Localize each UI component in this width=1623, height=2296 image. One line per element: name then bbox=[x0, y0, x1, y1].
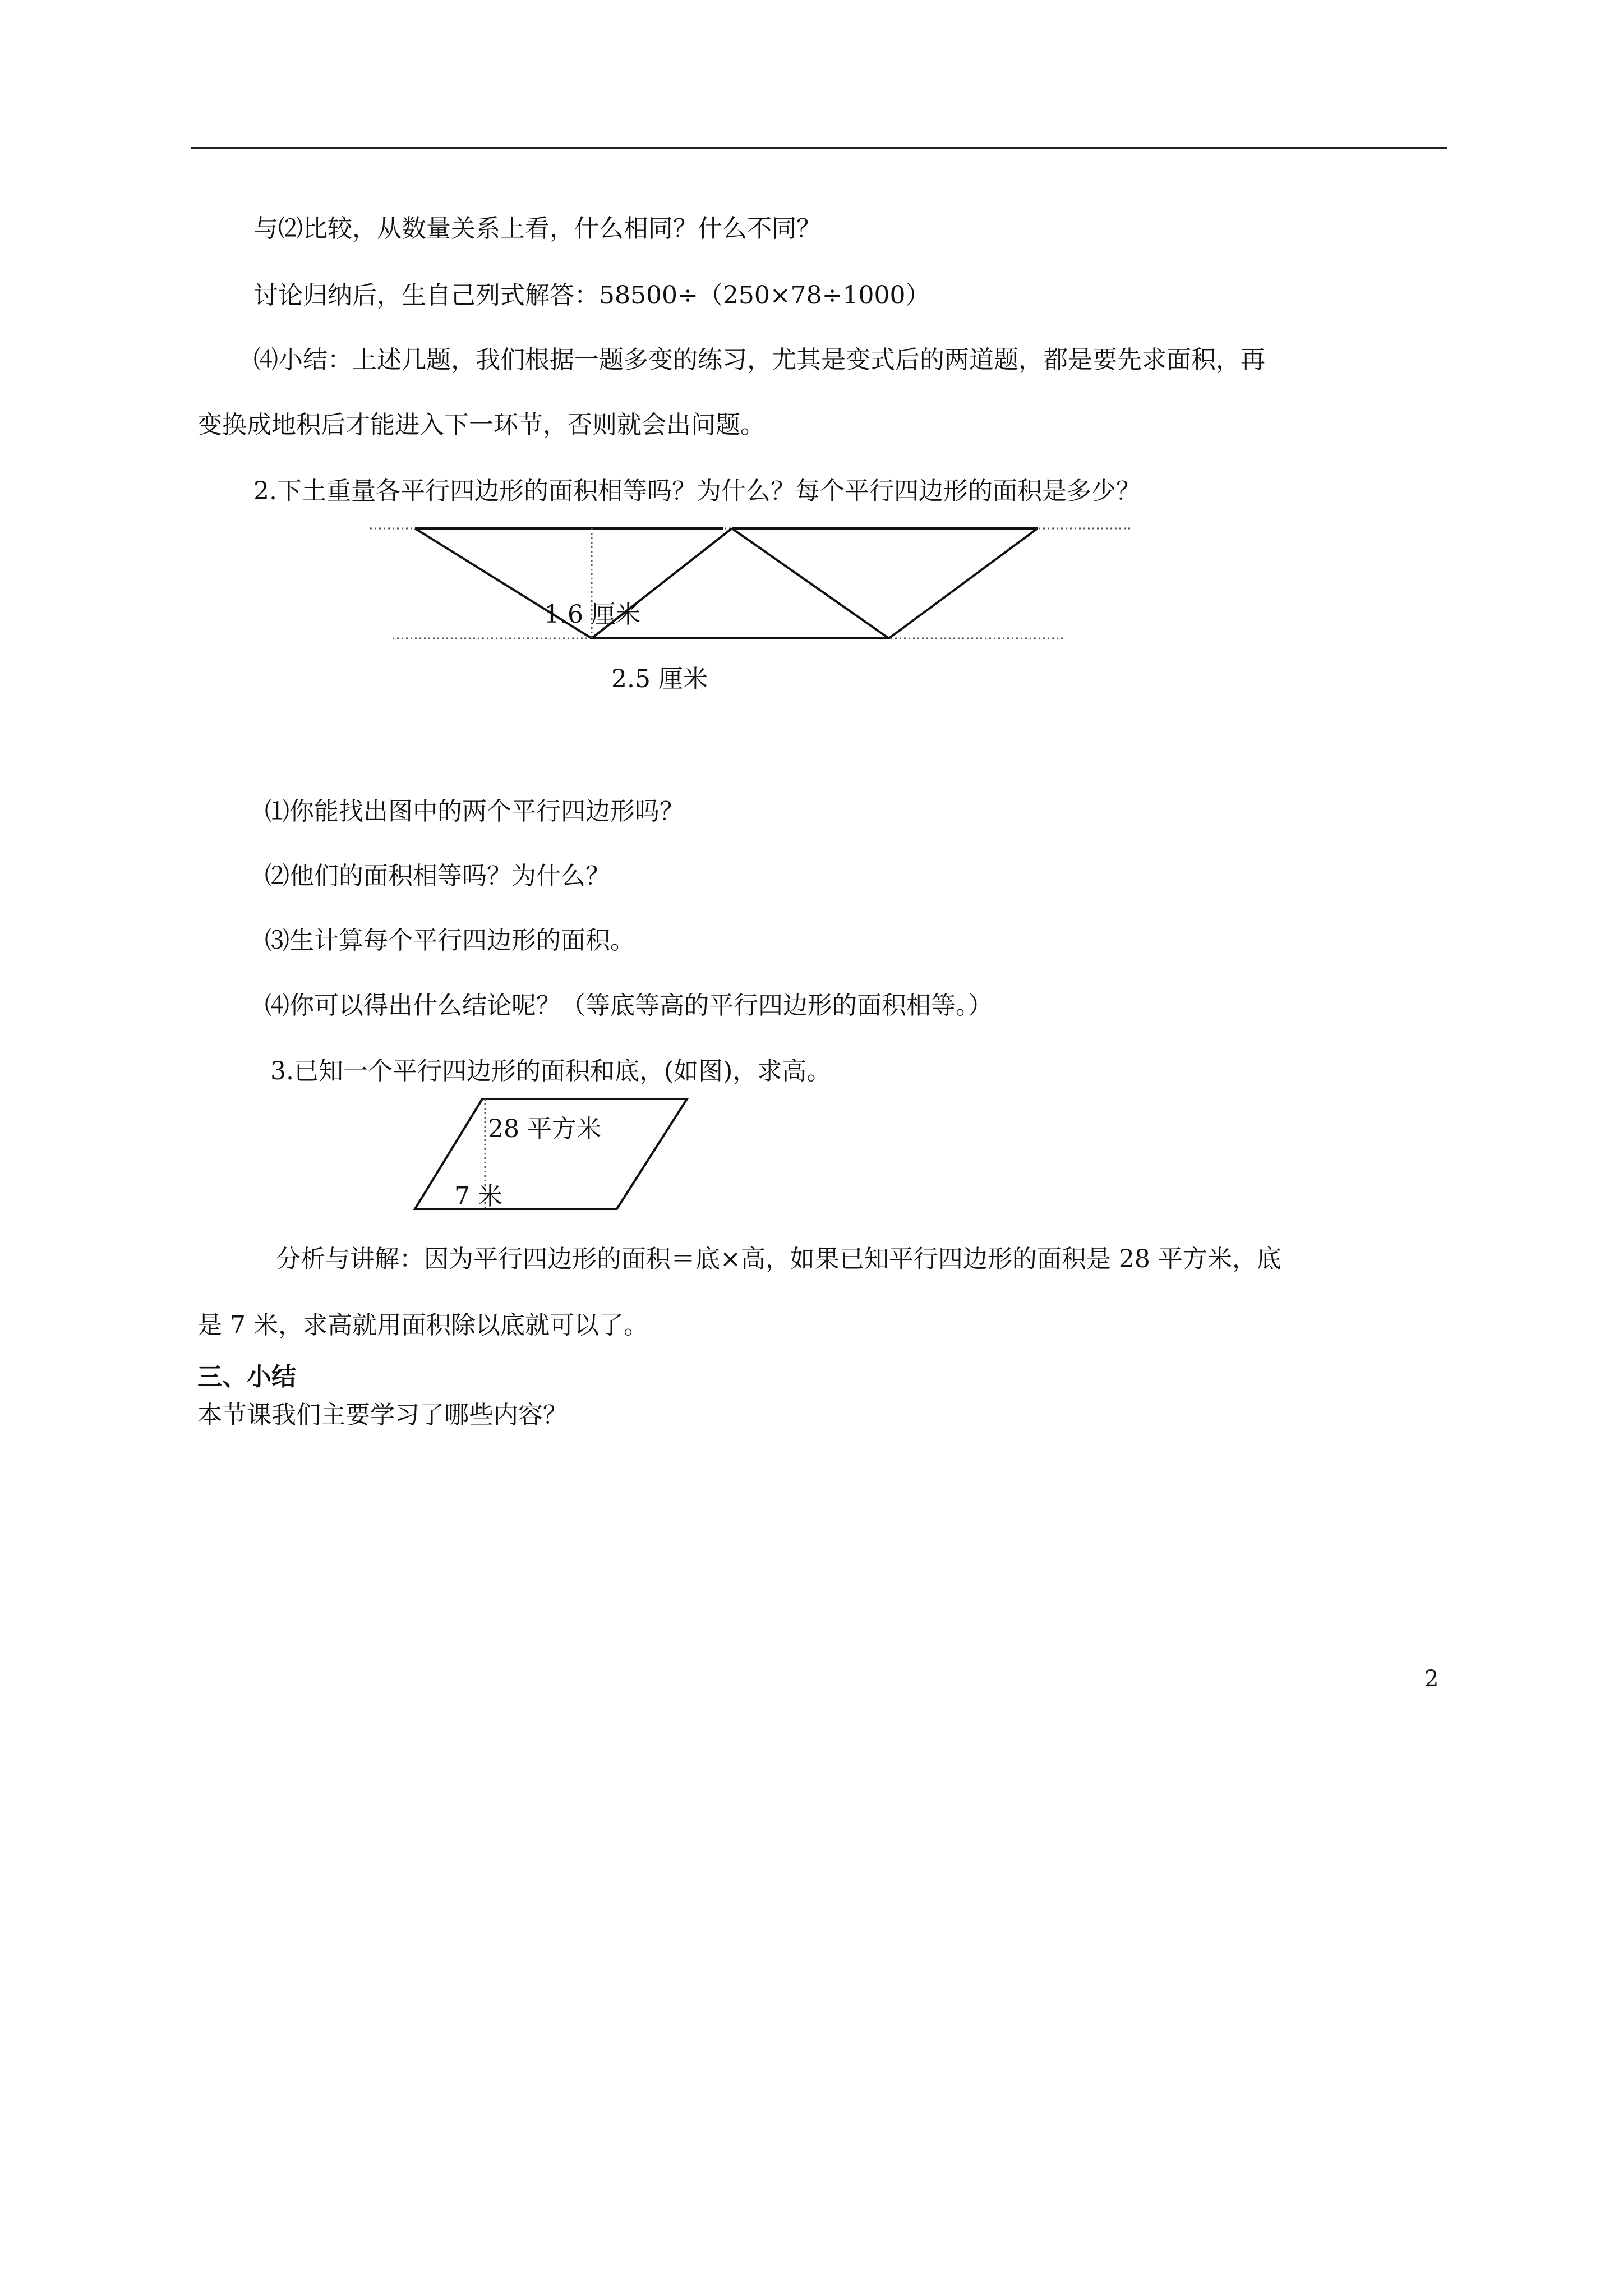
paragraph-solution: 讨论归纳后，生自己列式解答：58500÷（250×78÷1000） bbox=[253, 281, 930, 310]
base-label: 2.5 厘米 bbox=[611, 665, 708, 693]
section-title-summary: 三、小结 bbox=[197, 1363, 296, 1391]
closing-question: 本节课我们主要学习了哪些内容？ bbox=[197, 1401, 568, 1429]
page-number: 2 bbox=[1424, 1666, 1439, 1692]
figure-two-parallelograms bbox=[359, 516, 1144, 707]
question-3: 3.已知一个平行四边形的面积和底，(如图)，求高。 bbox=[270, 1057, 832, 1085]
subquestion-2: ⑵他们的面积相等吗？为什么？ bbox=[265, 862, 610, 890]
question-2: 2.下土重量各平行四边形的面积相等吗？为什么？每个平行四边形的面积是多少？ bbox=[253, 477, 1141, 505]
base-label: 7 米 bbox=[454, 1182, 502, 1211]
subquestion-1: ⑴你能找出图中的两个平行四边形吗？ bbox=[265, 797, 684, 826]
right-slant-2 bbox=[889, 528, 1038, 638]
area-label: 28 平方米 bbox=[488, 1115, 601, 1143]
paragraph-summary-line1: ⑷小结：上述几题，我们根据一题多变的练习，尤其是变式后的两道题，都是要先求面积，再 bbox=[253, 346, 1265, 374]
analysis-line1: 分析与讲解：因为平行四边形的面积＝底×高，如果已知平行四边形的面积是 28 平方米，底 bbox=[276, 1245, 1281, 1273]
header-rule bbox=[191, 147, 1447, 149]
figure-parallelogram bbox=[409, 1097, 701, 1220]
subquestion-4: ⑷你可以得出什么结论呢？（等底等高的平行四边形的面积相等。） bbox=[265, 991, 993, 1020]
analysis-line2: 是 7 米，求高就用面积除以底就可以了。 bbox=[197, 1311, 648, 1340]
right-slant-1 bbox=[732, 528, 889, 638]
subquestion-3: ⑶生计算每个平行四边形的面积。 bbox=[265, 926, 635, 955]
paragraph-summary-line2: 变换成地积后才能进入下一环节，否则就会出问题。 bbox=[197, 411, 765, 439]
height-label: 1.6 厘米 bbox=[544, 600, 640, 629]
paragraph-compare: 与⑵比较，从数量关系上看，什么相同？什么不同？ bbox=[253, 214, 821, 243]
